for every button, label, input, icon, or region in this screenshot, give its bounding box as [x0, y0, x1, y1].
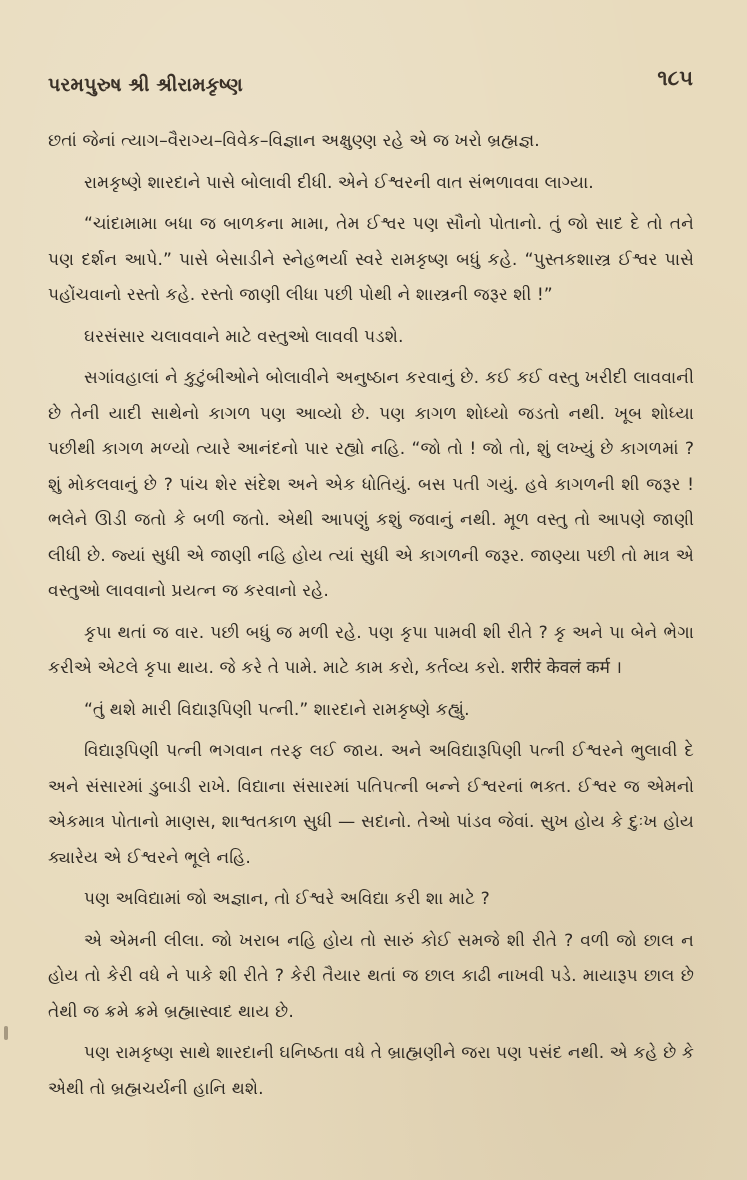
paragraph: “ચાંદામામા બધા જ બાળકના મામા, તેમ ઈશ્વર પણ સૌનો પોતાનો. તું જો સાદ દે તો તને પણ દર્શન આપે.” પાસે બેસાડીને સ્નેહભર્યા સ્વરે રામકૃષ્ણ બધું કહે. “પુસ્તકશાસ્ત્ર ઈશ્વર પાસે પહોંચવાનો રસ્તો કહે. રસ્તો જાણી લીધા પછી પોથી ને શાસ્ત્રની જરૂર શી !”	[48, 214, 694, 305]
page-number: ૧૮૫	[657, 66, 693, 90]
paragraph: પણ રામકૃષ્ણ સાથે શારદાની ઘનિષ્ઠતા વધે તે બ્રાહ્મણીને જરા પણ પસંદ નથી. એ કહે છે કે એથી તો બ્રહ્મચર્યની હાનિ થશે.	[48, 1043, 694, 1099]
paragraph: સગાંવહાલાં ને કુટુંબીઓને બોલાવીને અનુષ્ઠાન કરવાનું છે. કઈ કઈ વસ્તુ ખરીદી લાવવાની છે તેની યાદી સાથેનો કાગળ પણ આવ્યો છે. પણ કાગળ શોધ્યો જડતો નથી. ખૂબ શોધ્યા પછીથી કાગળ મળ્યો ત્યારે આનંદનો પાર રહ્યો નહિ. “જો તો ! જો તો, શું લખ્યું છે કાગળમાં ? શું મોકલવાનું છે ? પાંચ શેર સંદેશ અને એક ધોતિયું. બસ પતી ગયું. હવે કાગળની શી જરૂર ! ભલેને ઊડી જતો કે બળી જતો. એથી આપણું કશું જવાનું નથી. મૂળ વસ્તુ તો આપણે જાણી લીધી છે. જ્યાં સુધી એ જાણી નહિ હોય ત્યાં સુધી એ કાગળની જરૂર. જાણ્યા પછી તો માત્ર એ વસ્તુઓ લાવવાનો પ્રયત્ન જ કરવાનો રહે.	[48, 368, 694, 601]
paragraph: ઘરસંસાર ચલાવવાને માટે વસ્તુઓ લાવવી પડશે.	[84, 326, 404, 347]
paragraph: રામકૃષ્ણે શારદાને પાસે બોલાવી દીધી. એને ઈશ્વરની વાત સંભળાવવા લાગ્યા.	[84, 172, 594, 193]
page-header	[48, 66, 699, 106]
paragraph: કૃપા થતાં જ વાર. પછી બધું જ મળી રહે. પણ કૃપા પામવી શી રીતે ? કૃ અને પા બેને ભેગા કરીએ એટલે કૃપા થાય. જે કરે તે પામે. માટે કામ કરો, કર્તવ્ય કરો. शरीरं केवलं कर्म ।	[48, 622, 694, 678]
body-text	[48, 124, 694, 1107]
paragraph: વિદ્યારૂપિણી પત્ની ભગવાન તરફ લઈ જાય. અને અવિદ્યારૂપિણી પત્ની ઈશ્વરને ભુલાવી દે અને સંસારમાં ડુબાડી રાખે. વિદ્યાના સંસારમાં પતિપત્ની બન્ને ઈશ્વરનાં ભક્ત. ઈશ્વર જ એમનો એકમાત્ર પોતાનો માણસ, શાશ્વતકાળ સુધી — સદાનો. તેઓ પાંડવ જેવાં. સુખ હોય કે દુઃખ હોય ક્યારેય એ ઈશ્વરને ભૂલે નહિ.	[48, 741, 694, 868]
paragraph: “તું થશે મારી વિદ્યારૂપિણી પત્ની.” શારદાને રામકૃષ્ણે કહ્યું.	[84, 699, 470, 720]
paragraph: છતાં જેનાં ત્યાગ–વૈરાગ્ય–વિવેક–વિજ્ઞાન અક્ષુણ્ણ રહે એ જ ખરો બ્રહ્મજ્ઞ.	[48, 131, 540, 151]
running-title: પરમપુરુષ શ્રી શ્રીરામકૃષ્ણ	[48, 74, 243, 96]
paragraph: પણ અવિદ્યામાં જો અજ્ઞાન, તો ઈશ્વરે અવિદ્યા કરી શા માટે ?	[84, 889, 490, 909]
paragraph: એ એમની લીલા. જો ખરાબ નહિ હોય તો સારું કોઈ સમજે શી રીતે ? વળી જો છાલ ન હોય તો કેરી વધે ને પાકે શી રીતે ? કેરી તૈયાર થતાં જ છાલ કાઢી નાખવી પડે. માયારૂપ છાલ છે તેથી જ ક્રમે ક્રમે બ્રહ્માસ્વાદ થાય છે.	[48, 930, 694, 1022]
margin-mark	[4, 1026, 8, 1040]
